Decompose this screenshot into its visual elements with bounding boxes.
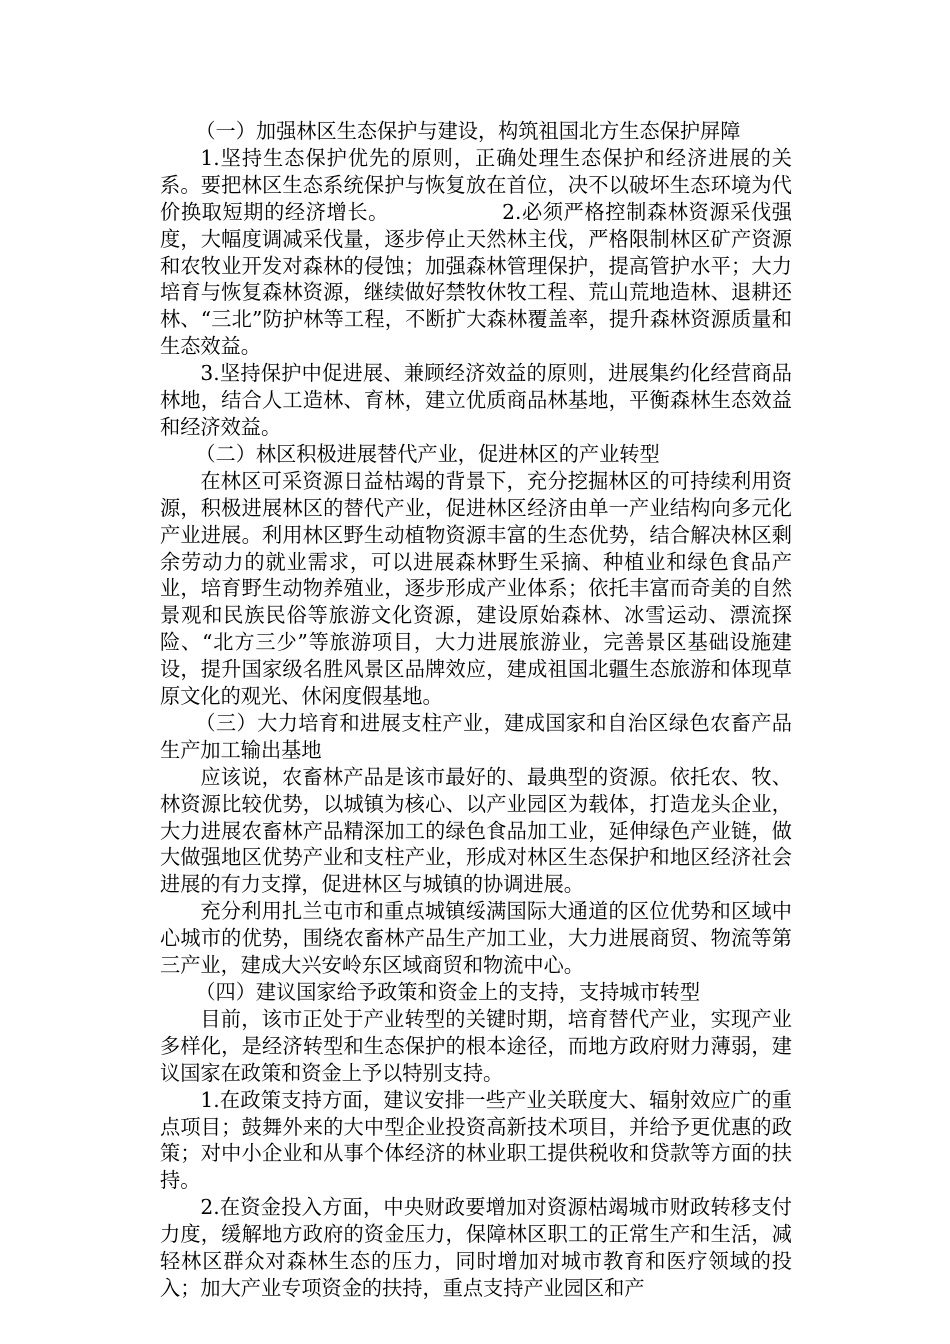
document-body [160,118,792,1302]
paragraph-5: 充分利用扎兰屯市和重点城镇绥满国际大通道的区位优势和区域中心城市的优势，围绕农畜林产品生产加工业，大力进展商贸、物流等第三产业，建成大兴安岭东区域商贸和物流中心。 [160,899,792,978]
paragraph-3: 在林区可采资源日益枯竭的背景下，充分挖掘林区的可持续利用资源，积极进展林区的替代产业，促进林区经济由单一产业结构向多元化产业进展。利用林区野生动植物资源丰富的生态优势，结合解决林区剩余劳动力的就业需求，可以进展森林野生采摘、种植业和绿色食品产业，培育野生动物养殖业，逐步形成产业体系；依托丰富而奇美的自然景观和民族民俗等旅游文化资源，建设原始森林、冰雪运动、漂流探险、“北方三少”等旅游项目，大力进展旅游业，完善景区基础设施建设，提升国家级名胜风景区品牌效应，建成祖国北疆生态旅游和体现草原文化的观光、休闲度假基地。 [160,468,792,709]
paragraph-2: 3.坚持保护中促进展、兼顾经济效益的原则，进展集约化经营商品林地，结合人工造林、育林，建立优质商品林基地，平衡森林生态效益和经济效益。 [160,361,792,439]
paragraph-1-item-2: 2.必须严格控制森林资源采伐强度，大幅度调减采伐量，逐步停止天然林主伐，严格限制林区矿产资源和农牧业开发对森林的侵蚀；加强森林管理保护，提高管护水平；大力培育与恢复森林资源，继续做好禁牧休牧工程、荒山荒地造林、退耕还林、“三北”防护林等工程，不断扩大森林覆盖率，提升森林资源质量和生态效益。 [160,199,792,359]
section-heading-3: （三）大力培育和进展支柱产业，建成国家和自治区绿色农畜产品生产加工输出基地 [160,710,792,762]
section-heading-4: （四）建议国家给予政策和资金上的支持，支持城市转型 [195,980,701,1004]
section-heading-2: （二）林区积极进展替代产业，促进林区的产业转型 [195,441,660,466]
section-heading-1: （一）加强林区生态保护与建设，构筑祖国北方生态保护屏障 [195,119,741,143]
paragraph-1-item-1: 1.坚持生态保护优先的原则，正确处理生态保护和经济进展的关系。要把林区生态系统保护与恢复放在首位，决不以破坏生态环境为代价换取短期的经济增长。 [160,145,792,224]
paragraph-4: 应该说，农畜林产品是该市最好的、最典型的资源。依托农、牧、林资源比较优势，以城镇为核心、以产业园区为载体，打造龙头企业，大力进展农畜林产品精深加工的绿色食品加工业，延伸绿色产业链，做大做强地区优势产业和支柱产业，形成对林区生态保护和地区经济社会进展的有力支撑，促进林区与城镇的协调进展。 [160,764,792,897]
paragraph-8: 2.在资金投入方面，中央财政要增加对资源枯竭城市财政转移支付力度，缓解地方政府的资金压力，保障林区职工的正常生产和生活，减轻林区群众对森林生态的压力，同时增加对城市教育和医疗领域的投入；加大产业专项资金的扶持，重点支持产业园区和产 [160,1195,792,1300]
paragraph-6: 目前，该市正处于产业转型的关键时期，培育替代产业，实现产业多样化，是经济转型和生态保护的根本途径，而地方政府财力薄弱，建议国家在政策和资金上予以特别支持。 [160,1006,792,1085]
paragraph-1 [160,145,792,360]
paragraph-7: 1.在政策支持方面，建议安排一些产业关联度大、辐射效应广的重点项目；鼓舞外来的大中型企业投资高新技术项目，并给予更优惠的政策；对中小企业和从事个体经济的林业职工提供税收和贷款等方面的扶持。 [160,1087,792,1193]
